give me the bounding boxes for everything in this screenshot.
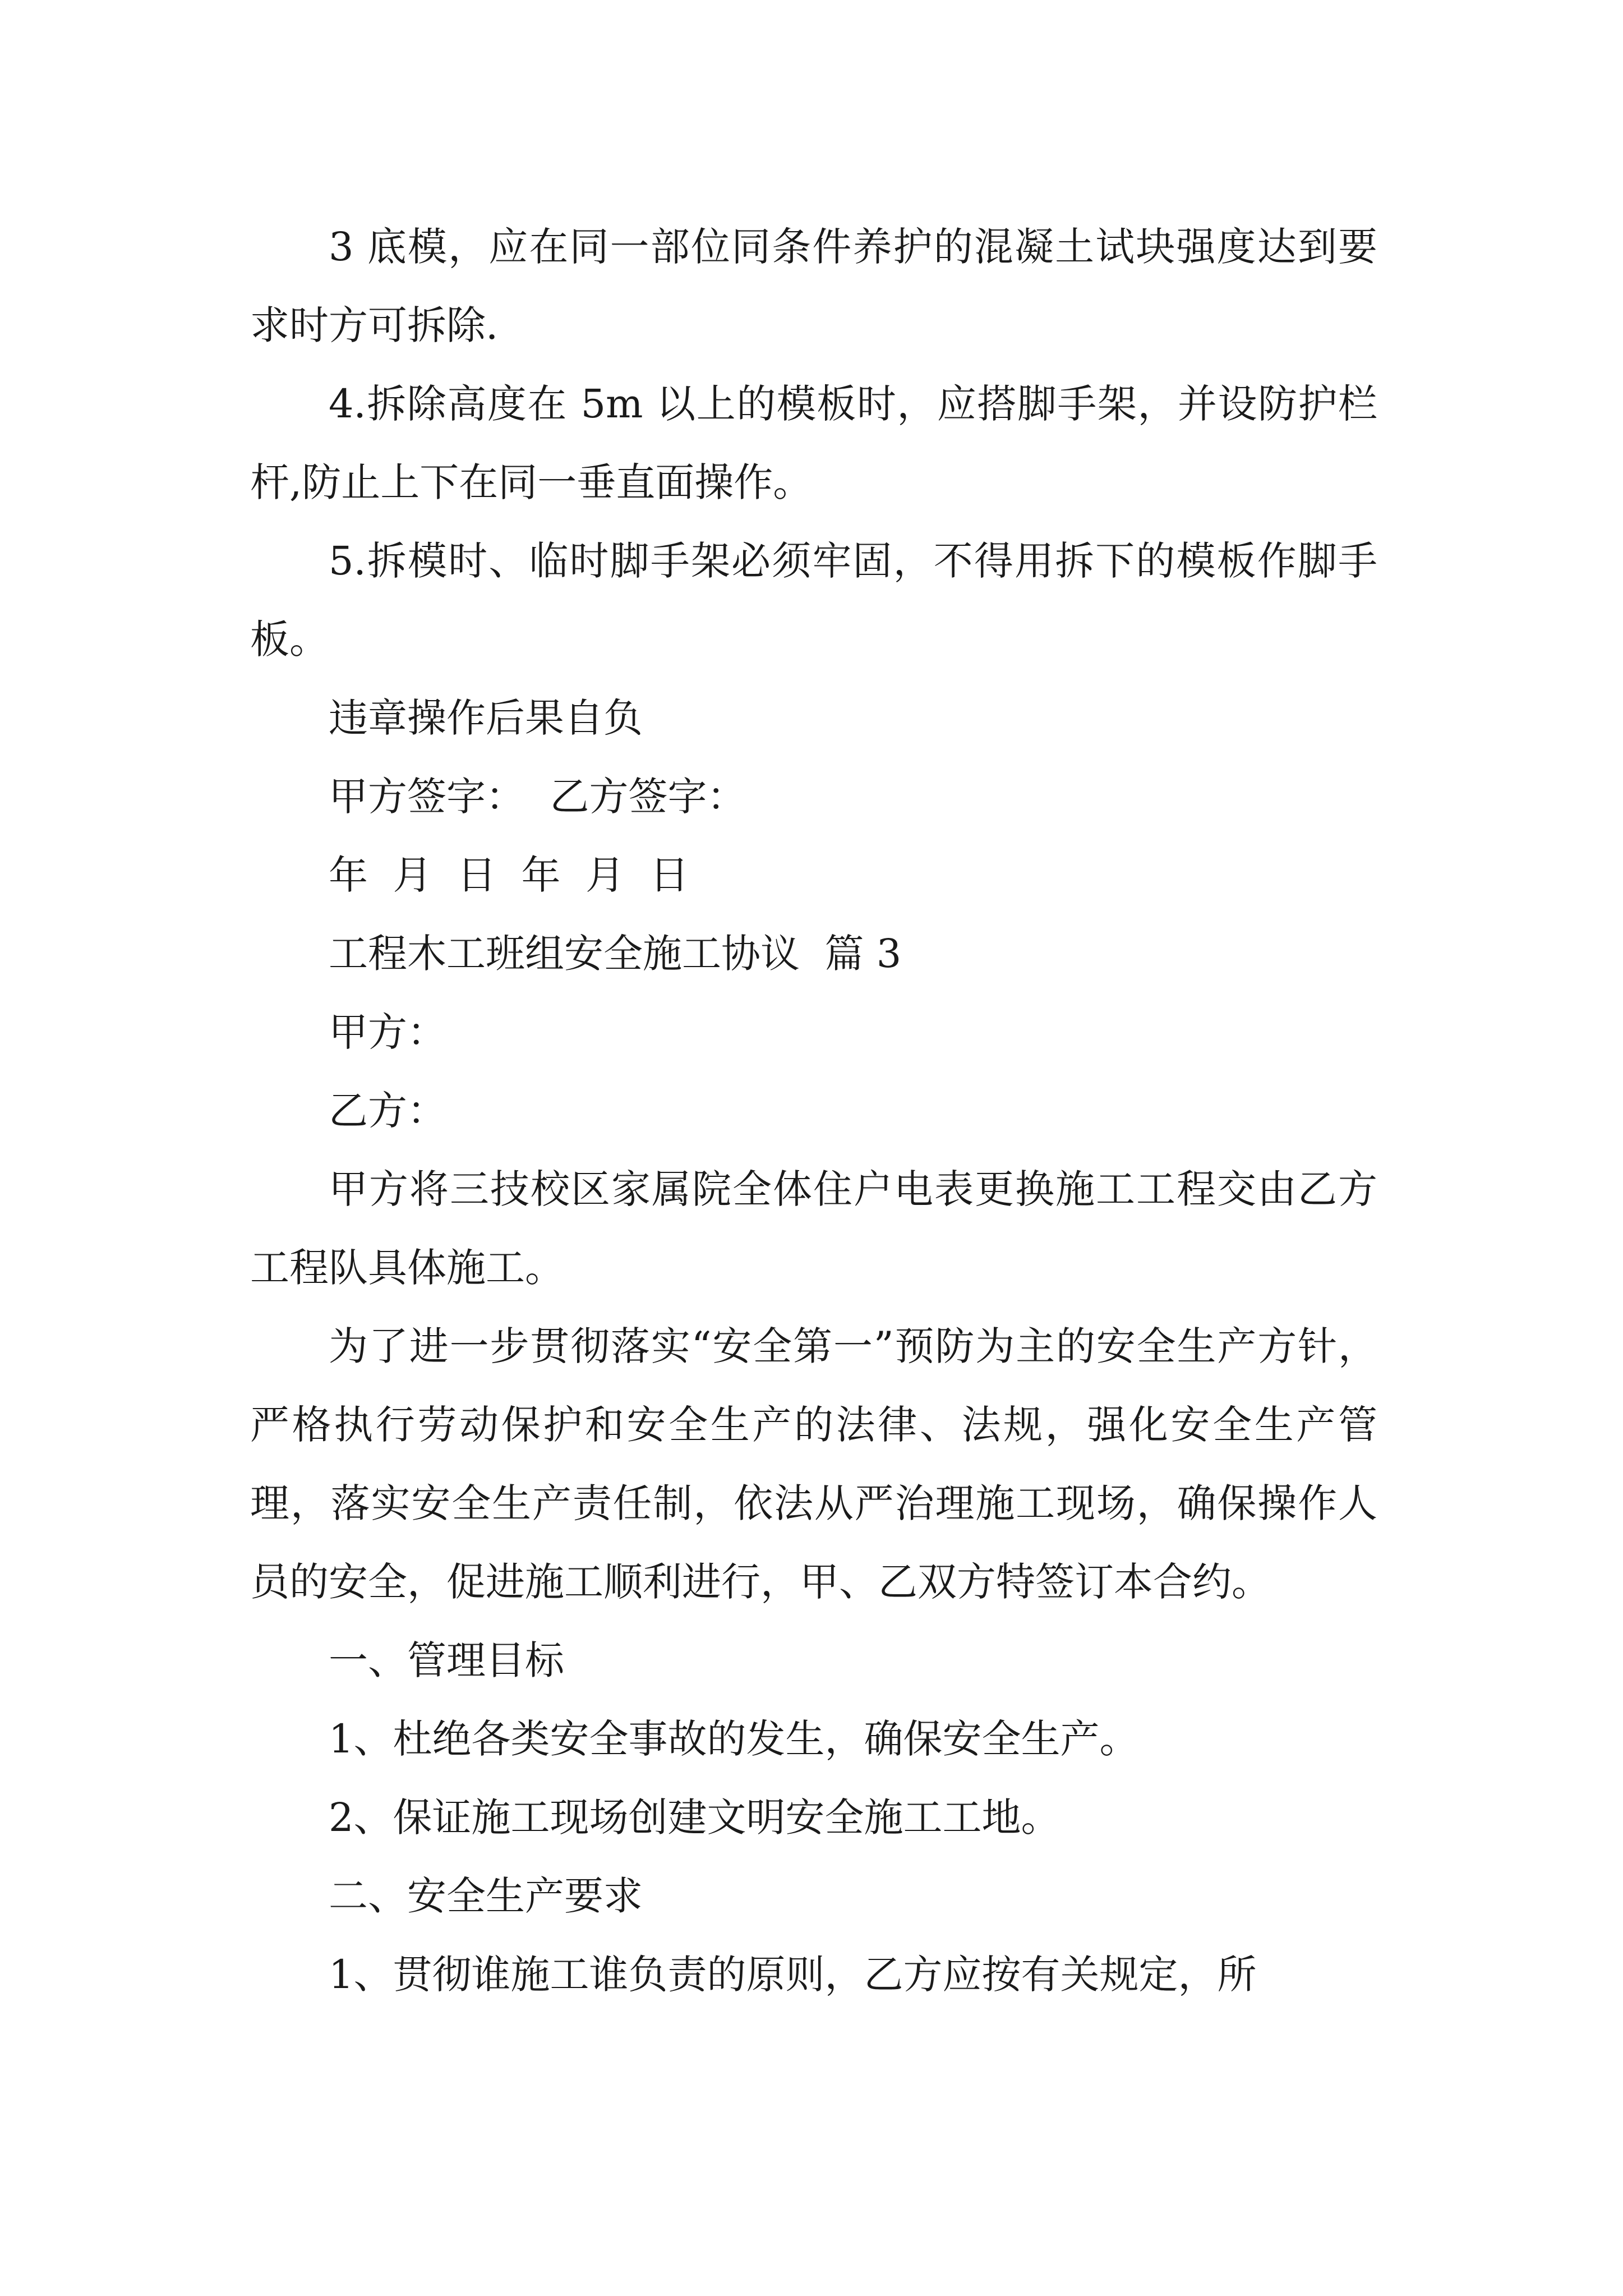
heading-management-goals: 一、管理目标: [329, 1637, 564, 1683]
paragraph-formwork-bottom: 3 底模，应在同一部位同条件养护的混凝土试块强度达到要求时方可拆除.: [250, 224, 1377, 348]
paragraph-scaffold-firm: 5.拆模时、临时脚手架必须牢固，不得用拆下的模板作脚手板。: [250, 538, 1377, 662]
party-a-line: 甲方：: [329, 1009, 446, 1055]
date-line: 年 月 日 年 月 日: [329, 852, 689, 898]
list-item-requirement-1: 1、贯彻谁施工谁负责的原则，乙方应按有关规定，所: [329, 1952, 1257, 1998]
paragraph-violation-notice: 违章操作后果自负: [329, 695, 643, 741]
party-b-line: 乙方：: [329, 1088, 446, 1134]
document-body: [250, 208, 1377, 2014]
paragraph-safety-policy: 为了进一步贯彻落实“安全第一”预防为主的安全生产方针，严格执行劳动保护和安全生产的法律、法规，强化安全生产管理，落实安全生产责任制，依法从严治理施工现场，确保操作人员的安全，促进施工顺利进行，甲、乙双方特签订本合约。: [250, 1323, 1377, 1605]
heading-safety-requirements: 二、安全生产要求: [329, 1873, 643, 1919]
list-item-goal-2: 2、保证施工现场创建文明安全施工工地。: [329, 1795, 1061, 1841]
paragraph-project-assignment: 甲方将三技校区家属院全体住户电表更换施工工程交由乙方工程队具体施工。: [250, 1166, 1377, 1291]
list-item-goal-1: 1、杜绝各类安全事故的发生，确保安全生产。: [329, 1716, 1139, 1762]
section-title: 工程木工班组安全施工协议 篇 3: [329, 931, 902, 977]
signature-line: 甲方签字： 乙方签字：: [329, 774, 746, 820]
paragraph-scaffold-height: 4.拆除高度在 5m 以上的模板时，应搭脚手架，并设防护栏杆,防止上下在同一垂直面操作。: [250, 381, 1377, 505]
